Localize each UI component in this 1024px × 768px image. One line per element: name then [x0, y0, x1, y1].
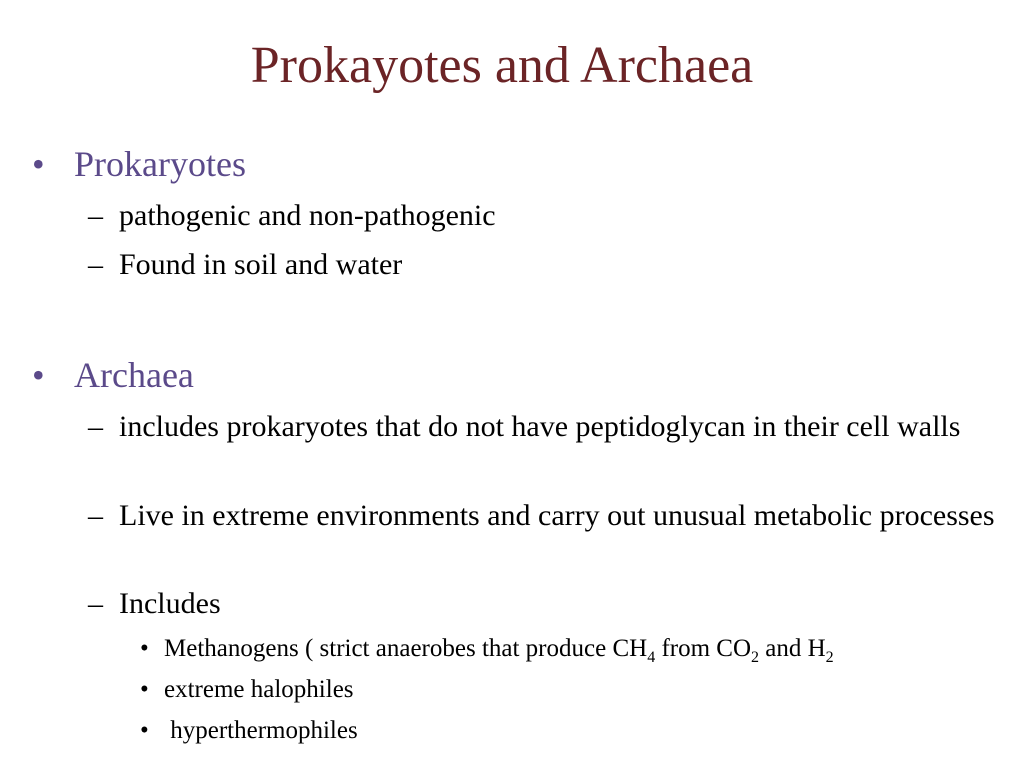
bullet-icon: • [140, 717, 149, 744]
subitem-text: hyperthermophiles [164, 717, 358, 744]
subitem-text: Methanogens ( strict anaerobes that produce $CH_4$ from $CO_2$ and $H_2$ [164, 635, 834, 666]
dash-icon: – [88, 410, 103, 443]
archaea-subitem-methanogens [140, 634, 834, 664]
item-text: includes prokaryotes that do not have peptidoglycan in their cell walls [119, 410, 961, 443]
bullet-icon: • [140, 676, 149, 703]
bullet-icon: • [32, 144, 45, 184]
archaea-subitem-halophiles [140, 675, 354, 705]
dash-icon: – [88, 587, 103, 620]
subitem-text: extreme halophiles [164, 676, 354, 703]
archaea-item-3 [88, 585, 1018, 623]
prokaryotes-item-1 [88, 197, 1018, 235]
dash-icon: – [88, 199, 103, 232]
bullet-icon: • [140, 635, 149, 662]
slide-title: Prokayotes and Archaea [250, 37, 754, 94]
bullet-prokaryotes [32, 144, 246, 184]
item-text: Live in extreme environments and carry out unusual metabolic processes [119, 499, 995, 532]
heading-prokaryotes: Prokaryotes [74, 144, 246, 184]
archaea-subitem-hyperthermophiles [140, 716, 358, 746]
dash-icon: – [88, 248, 103, 281]
dash-icon: – [88, 499, 103, 532]
heading-archaea: Archaea [74, 355, 194, 395]
item-text: Includes [119, 587, 221, 620]
archaea-item-1 [88, 408, 1018, 446]
item-text: pathogenic and non-pathogenic [119, 199, 496, 232]
archaea-item-2 [88, 497, 1018, 535]
bullet-archaea [32, 355, 194, 395]
bullet-icon: • [32, 355, 45, 395]
item-text: Found in soil and water [119, 248, 403, 281]
prokaryotes-item-2 [88, 246, 1018, 284]
